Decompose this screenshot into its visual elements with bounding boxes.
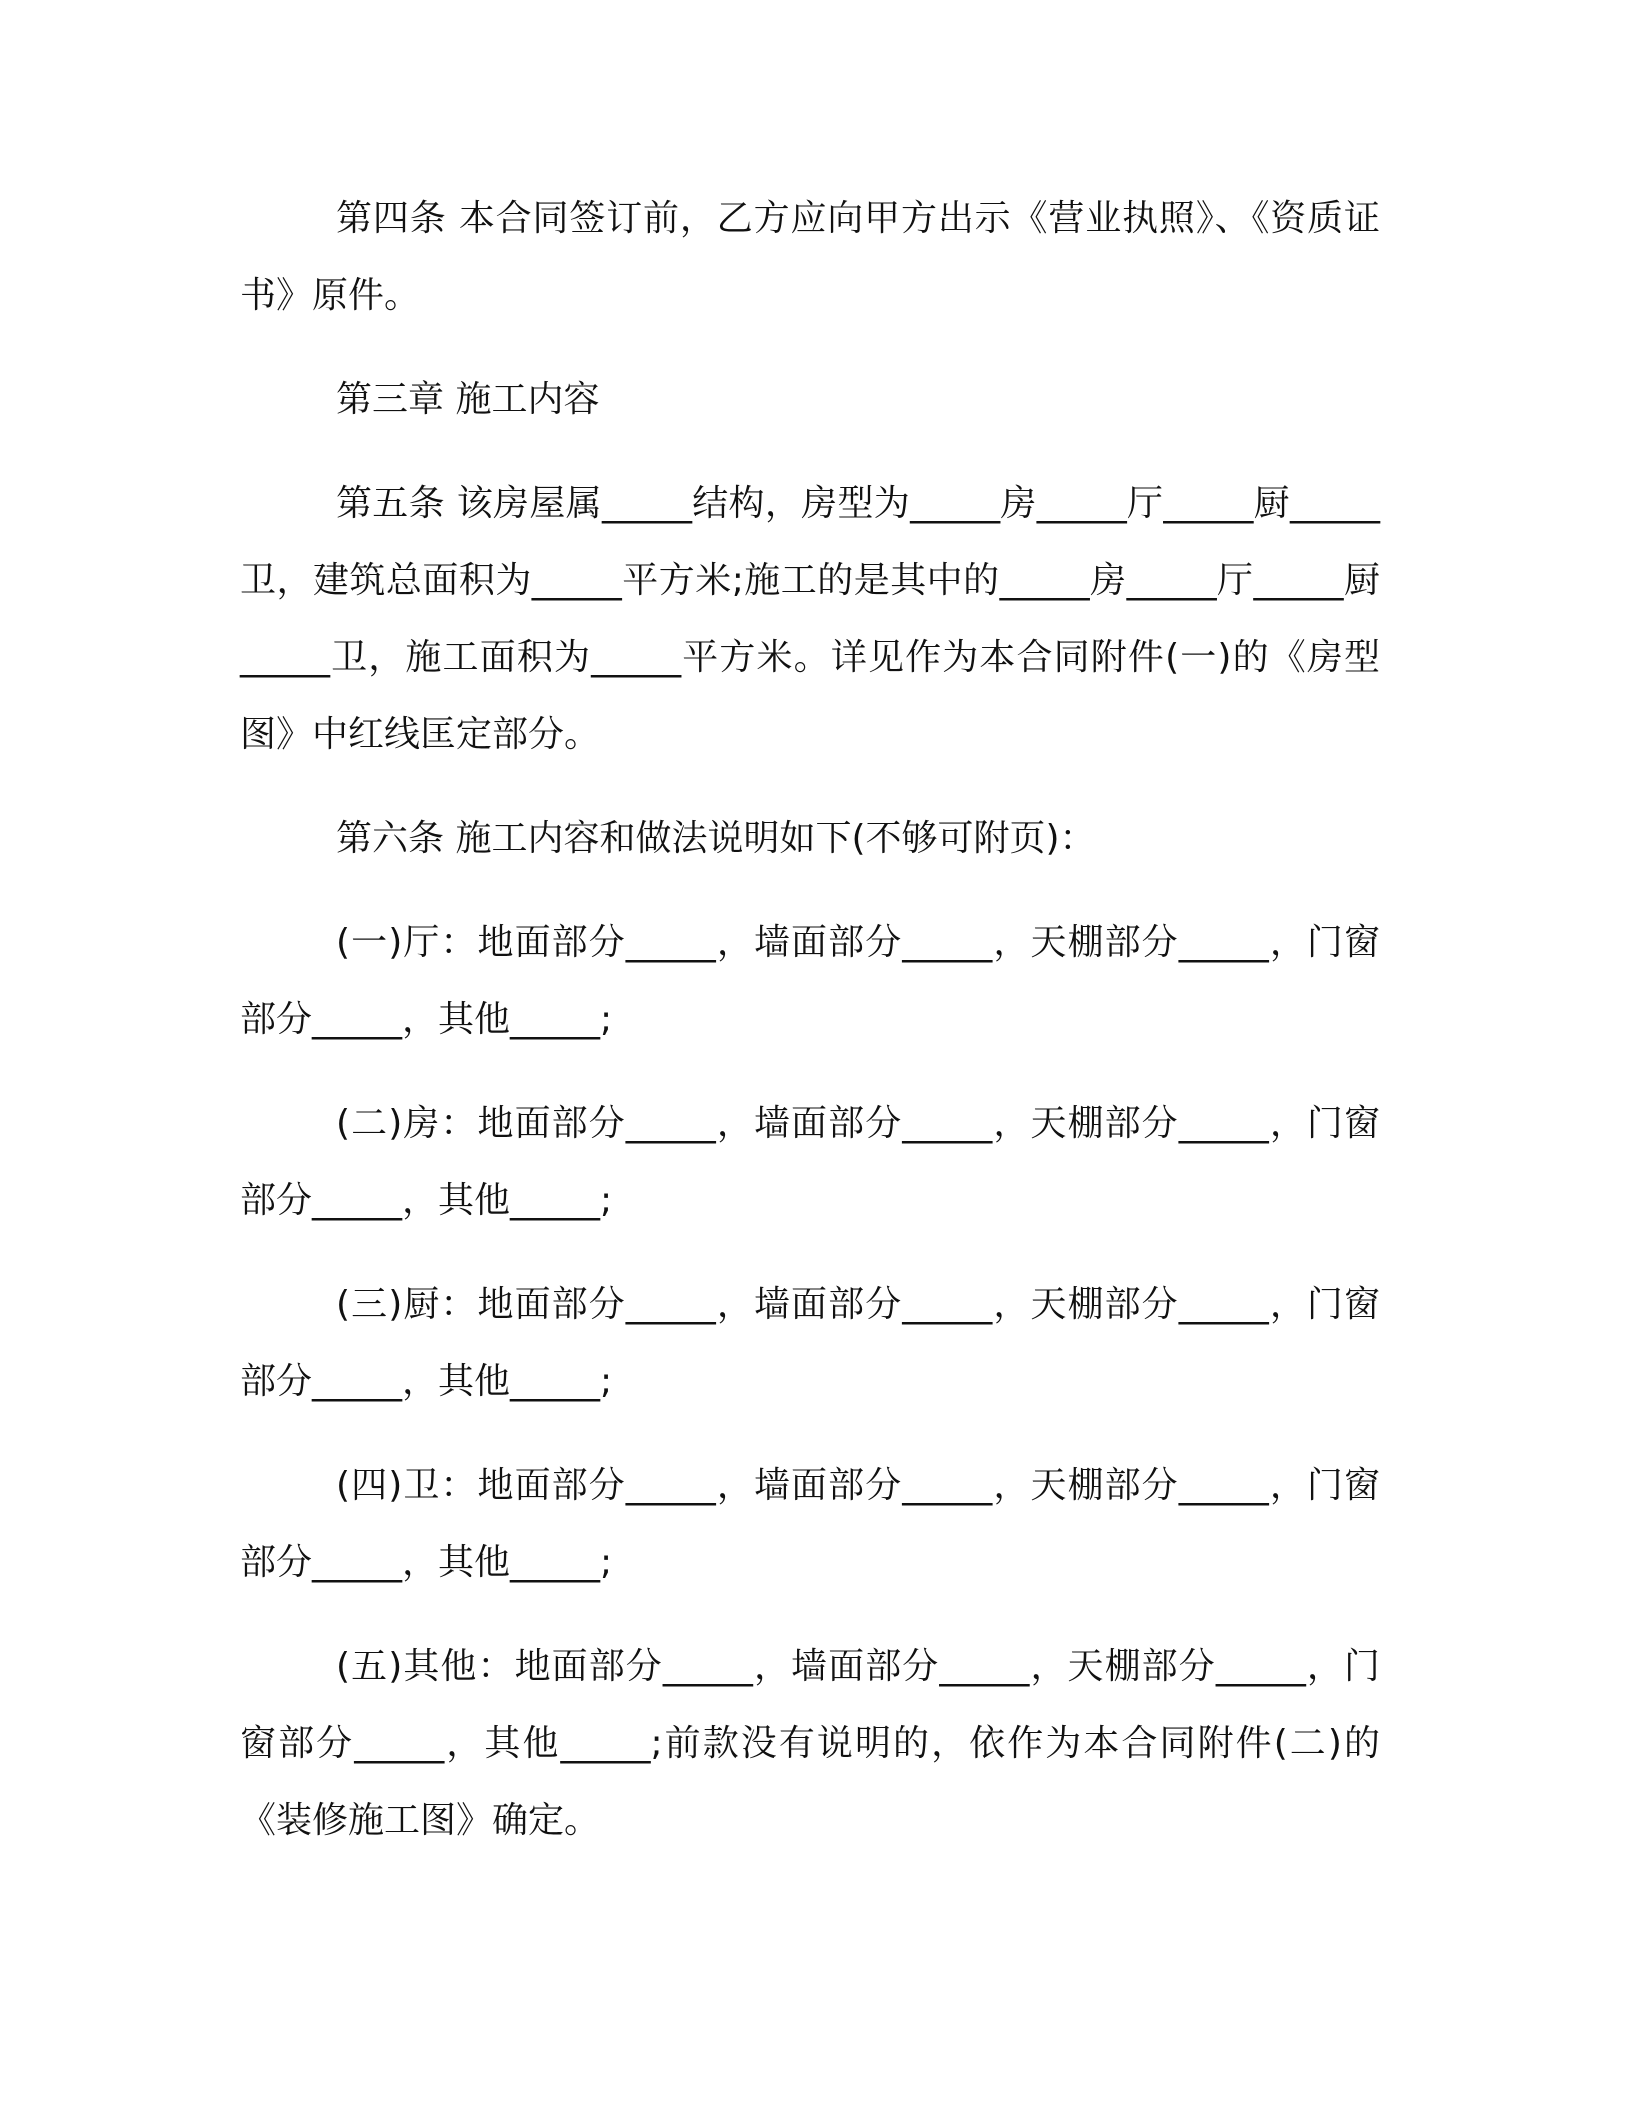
- article-5-paragraph: 第五条 该房屋属_____结构，房型为_____房_____厅_____厨_____卫，建筑总面积为_____平方米;施工的是其中的_____房_____厅_____厨_____卫，施工面积为_____平方米。详见作为本合同附件(一)的《房型图》中红线匡定部分。: [240, 483, 1380, 755]
- document-body: [240, 180, 1380, 1886]
- item-hall-paragraph: (一)厅：地面部分_____，墙面部分_____，天棚部分_____，门窗部分_____，其他_____;: [240, 922, 1380, 1040]
- chapter-3-heading: 第三章 施工内容: [336, 379, 600, 420]
- item-room-paragraph: (二)房：地面部分_____，墙面部分_____，天棚部分_____，门窗部分_____，其他_____;: [240, 1103, 1380, 1221]
- item-other-paragraph: (五)其他：地面部分_____，墙面部分_____，天棚部分_____，门窗部分_____，其他_____;前款没有说明的，依作为本合同附件(二)的《装修施工图》确定。: [240, 1646, 1380, 1841]
- article-4-paragraph: 第四条 本合同签订前，乙方应向甲方出示《营业执照》、《资质证书》原件。: [240, 198, 1380, 316]
- item-kitchen-paragraph: (三)厨：地面部分_____，墙面部分_____，天棚部分_____，门窗部分_____，其他_____;: [240, 1284, 1380, 1402]
- item-bathroom-paragraph: (四)卫：地面部分_____，墙面部分_____，天棚部分_____，门窗部分_____，其他_____;: [240, 1465, 1380, 1583]
- article-6-paragraph: 第六条 施工内容和做法说明如下(不够可附页)：: [336, 818, 1096, 859]
